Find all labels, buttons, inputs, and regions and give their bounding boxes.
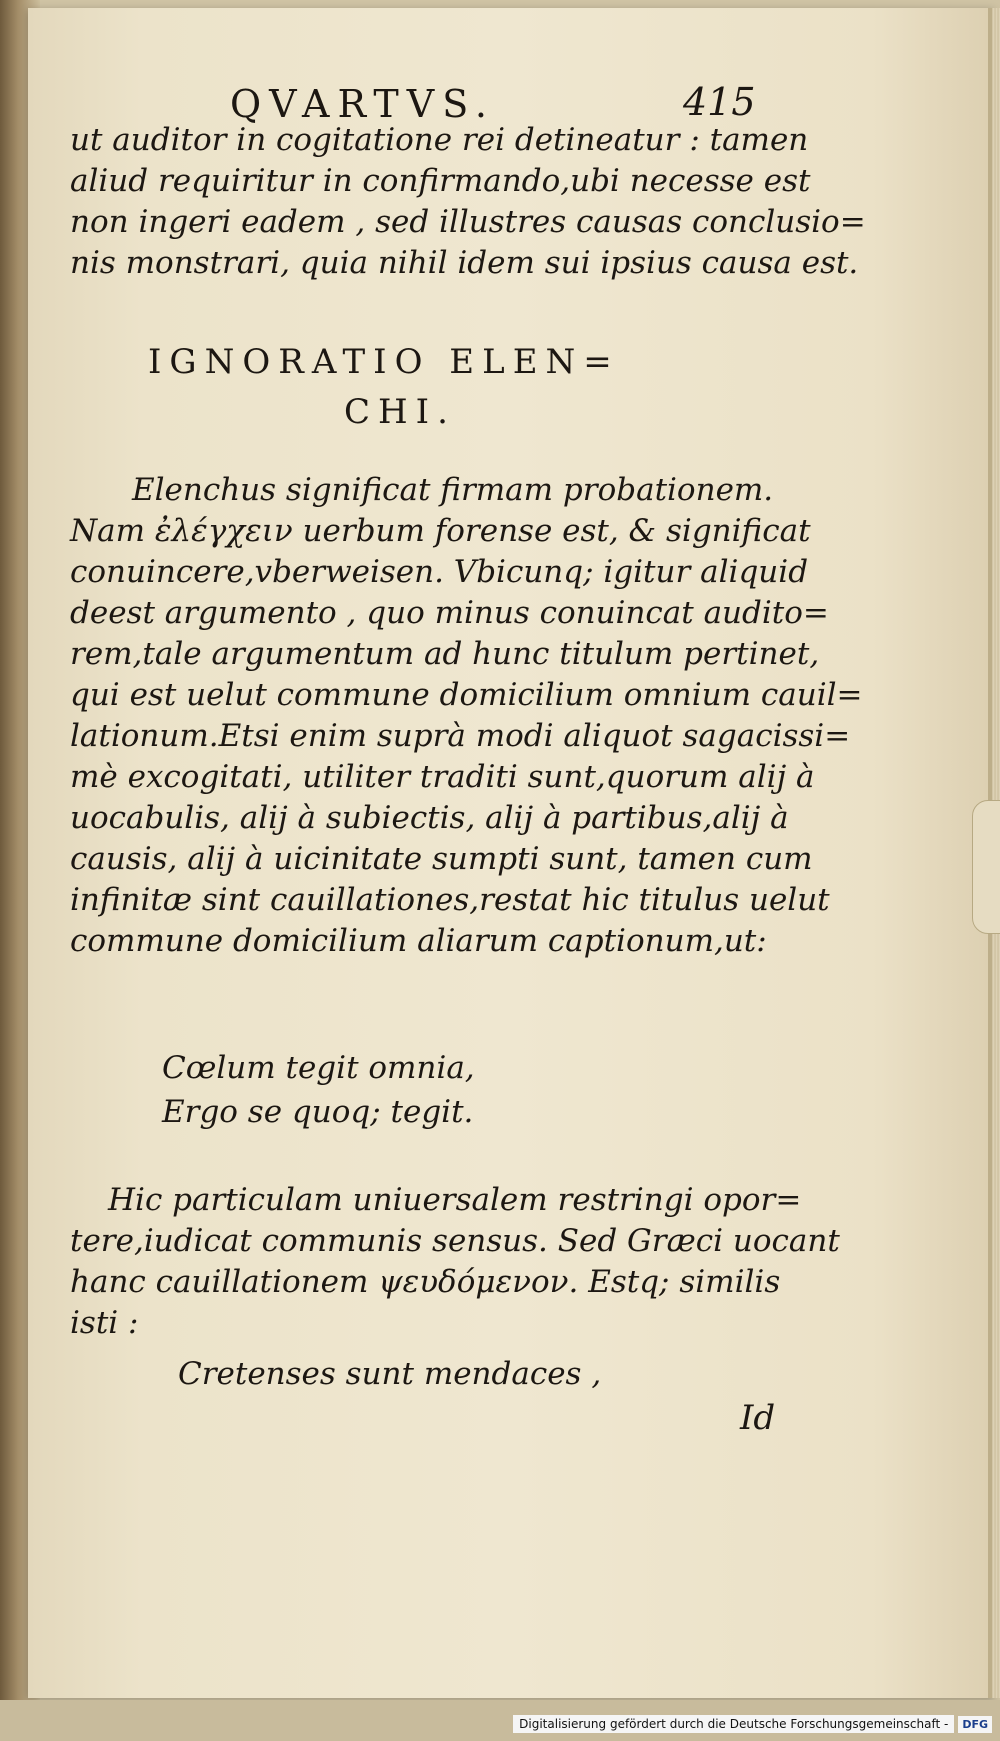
- section-title-line-2: CHI.: [344, 392, 456, 432]
- text-line: ut auditor in cogitatione rei detineatur : tamen: [70, 122, 809, 158]
- digitization-credit: [513, 1713, 992, 1735]
- third-paragraph: [70, 1180, 840, 1344]
- page-number: 415: [683, 80, 756, 124]
- verse-2: [178, 1352, 601, 1396]
- text-line: rem,tale argumentum ad hunc titulum pertinet,: [70, 636, 820, 672]
- running-title: QVARTVS.: [230, 82, 495, 126]
- text-line: Hic particulam uniuersalem restringi opor=: [108, 1182, 802, 1218]
- verse-1: [162, 1046, 475, 1134]
- text-line: mè excogitati, utiliter traditi sunt,quorum alij à: [70, 759, 815, 795]
- text-line: hanc cauillationem ψευδόμενον. Estq; similis: [70, 1264, 781, 1300]
- text-line: lationum.Etsi enim suprà modi aliquot sagacissi=: [70, 718, 851, 754]
- verse-line: Cretenses sunt mendaces ,: [178, 1356, 602, 1392]
- text-line: Elenchus significat firmam probationem.: [132, 472, 774, 508]
- text-line: conuincere,vberweisen. Vbicunq; igitur aliquid: [70, 554, 809, 590]
- text-line: nis monstrari, quia nihil idem sui ipsius causa est.: [70, 245, 859, 281]
- dfg-logo: DFG: [958, 1716, 992, 1733]
- section-title-line-1: IGNORATIO ELEN=: [148, 342, 620, 382]
- verse-line: Cœlum tegit omnia,: [162, 1050, 475, 1086]
- main-paragraph: [70, 470, 863, 962]
- text-line: non ingeri eadem , sed illustres causas conclusio=: [70, 204, 866, 240]
- text-line: isti :: [70, 1305, 139, 1341]
- credit-text: Digitalisierung gefördert durch die Deutsche Forschungsgemeinschaft -: [513, 1715, 954, 1733]
- catchword: Id: [740, 1398, 776, 1438]
- page-tab: [972, 800, 1000, 934]
- verse-line: Ergo se quoq; tegit.: [162, 1094, 474, 1130]
- text-line: qui est uelut commune domicilium omnium cauil=: [70, 677, 863, 713]
- text-line: commune domicilium aliarum captionum,ut:: [70, 923, 767, 959]
- text-line: deest argumento , quo minus conuincat audito=: [70, 595, 829, 631]
- text-line: uocabulis, alij à subiectis, alij à partibus,alij à: [70, 800, 789, 836]
- text-line: Nam ἐλέγχειν uerbum forense est, & significat: [70, 513, 811, 549]
- text-line: causis, alij à uicinitate sumpti sunt, tamen cum: [70, 841, 813, 877]
- text-line: aliud requiritur in confirmando,ubi necesse est: [70, 163, 811, 199]
- top-paragraph: [70, 120, 866, 284]
- text-line: tere,iudicat communis sensus. Sed Græci uocant: [70, 1223, 840, 1259]
- text-line: infinitæ sint cauillationes,restat hic titulus uelut: [70, 882, 830, 918]
